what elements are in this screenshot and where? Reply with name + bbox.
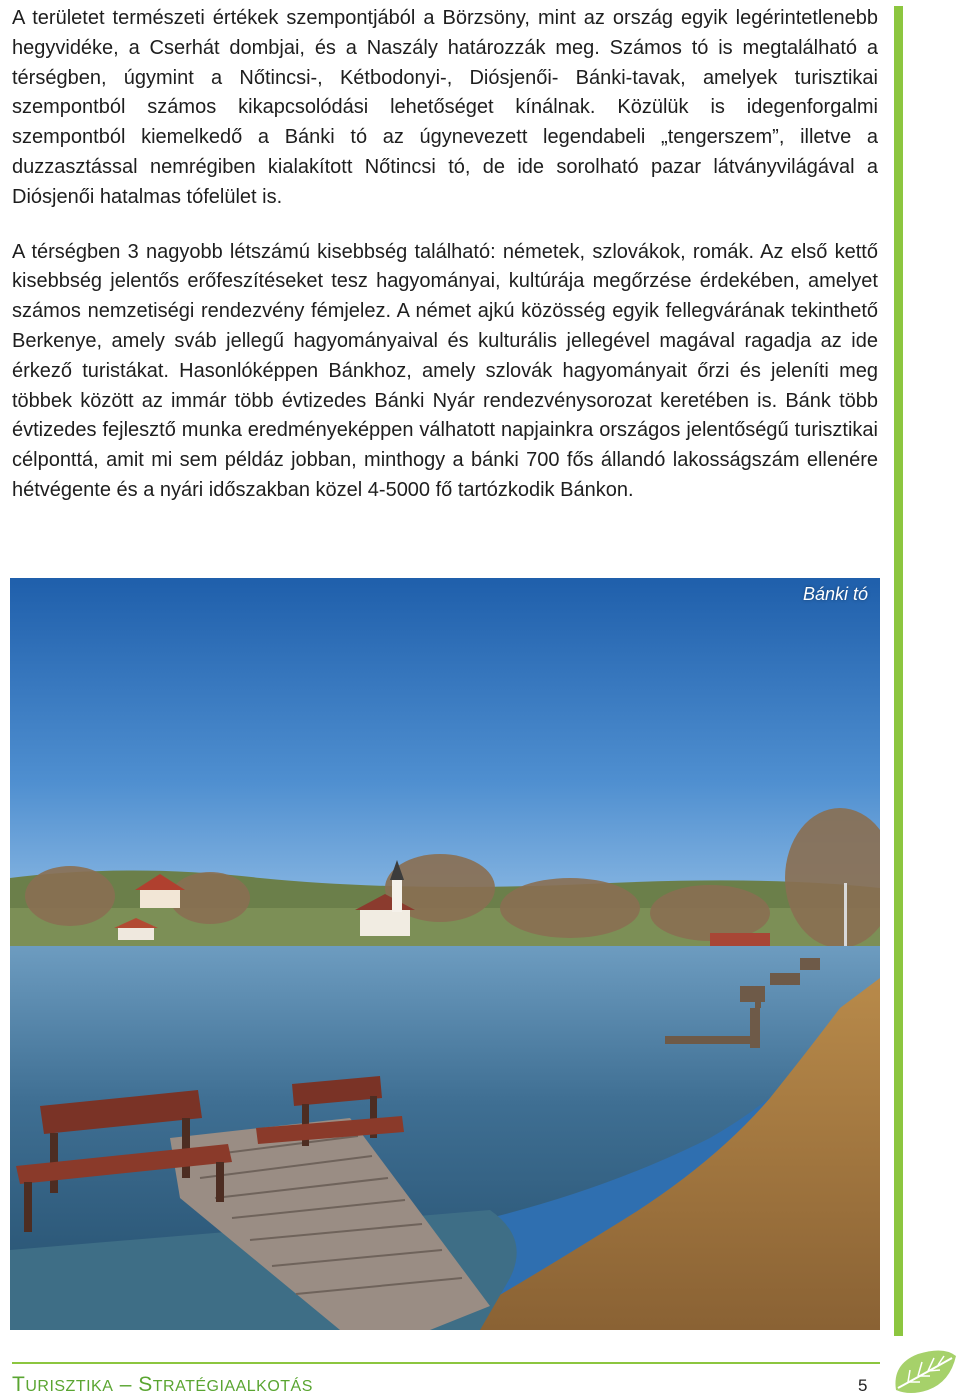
leaf-logo-icon (888, 1346, 960, 1399)
article-body (12, 4, 878, 506)
lake-photo (10, 578, 880, 1330)
footer-divider (12, 1362, 880, 1364)
footer-initial-t: T (12, 1373, 26, 1396)
lake-photo-illustration (10, 578, 880, 1330)
paragraph-minorities: A térségben 3 nagyobb létszámú kisebbség található: németek, szlovákok, romák. Az első kettő kisebbség jelentős erőfeszítéseket tesz hagyományai, kultúrája megőrzése érdekében, amelyet számos nemzetiségi rendezvény fémjelez. A német ajkú közösség egyik fellegvárának tekinthető Berkenye, amely sváb jellegű hagyományaival és kulturális jellegével magával ragadja az ide érkező turistákat. Hasonlóképpen Bánkhoz, amely szlovák hagyományait őrzi és jeleníti meg többek között az immár több évtizedes Bánki Nyár rendezvénysorozat keretében is. Bánk több évtizedes fejlesztő munka eredményeképpen válhatott napjainkra országos jelentőségű turisztikai célponttá, amit mi sem példáz jobban, minthogy a bánki 700 fős állandó lakosságszám ellenére hétvégente és a nyári időszakban közel 4-5000 fő tartózkodik Bánkon. (12, 240, 878, 501)
photo-caption: Bánki tó (802, 584, 868, 604)
paragraph-nature: A területet természeti értékek szempontjából a Börzsöny, mint az ország egyik legérintetlenebb hegyvidéke, a Cserhát dombjai, és a Naszály határozzák meg. Számos tó is megtalálható a térségben, úgymint a Nőtincsi-, Kétbodonyi-, Diósjenői- Bánki-tavak, amelyek turisztikai szempontból számos kikapcsolódási lehetőséget kínálnak. Közülük is idegenforgalmi szempontból kiemelkedő a Bánki tó az úgynevezett legendabeli „tengerszem”, illetve a duzzasztással nemrégiben kialakított Nőtincsi tó, de ide sorolható pazar látványvilágával a Diósjenői hatalmas tófelület is. (12, 7, 878, 208)
footer-separator: – (113, 1373, 139, 1396)
page-number: 5 (858, 1376, 868, 1395)
green-side-bar (894, 6, 903, 1336)
footer-initial-s: S (138, 1373, 153, 1396)
footer-section-title (12, 1373, 313, 1397)
footer-word-2: TRATÉGIAALKOTÁS (152, 1378, 313, 1395)
footer-word-1: URISZTIKA (25, 1378, 114, 1395)
